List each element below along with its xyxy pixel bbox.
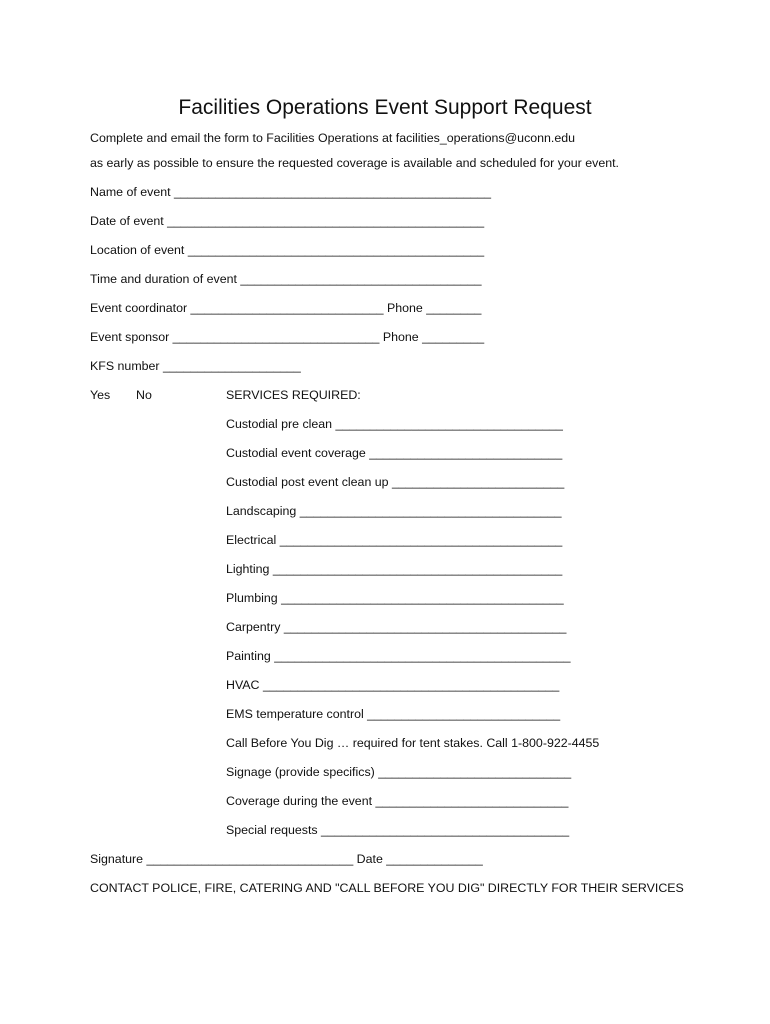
- service-coverage-during-event[interactable]: Coverage during the event ____________________________: [226, 794, 569, 808]
- event-sponsor-field[interactable]: Event sponsor ______________________________ Phone _________: [90, 330, 485, 344]
- service-lighting[interactable]: Lighting __________________________________________: [226, 562, 563, 576]
- date-of-event-field[interactable]: Date of event ______________________________________________: [90, 214, 485, 228]
- service-ems-temperature-control[interactable]: EMS temperature control ____________________________: [226, 707, 561, 721]
- services-required-heading: SERVICES REQUIRED:: [226, 388, 361, 402]
- kfs-number-field[interactable]: KFS number ____________________: [90, 359, 301, 373]
- contact-services-notice: CONTACT POLICE, FIRE, CATERING AND "CALL BEFORE YOU DIG" DIRECTLY FOR THEIR SERVICES: [90, 881, 684, 895]
- service-custodial-post-event-clean-up[interactable]: Custodial post event clean up _________________________: [226, 475, 565, 489]
- location-of-event-field[interactable]: Location of event ___________________________________________: [90, 243, 485, 257]
- name-of-event-field[interactable]: Name of event ______________________________________________: [90, 185, 492, 199]
- time-and-duration-field[interactable]: Time and duration of event ___________________________________: [90, 272, 482, 286]
- service-custodial-pre-clean[interactable]: Custodial pre clean _________________________________: [226, 417, 563, 431]
- intro-line-2: as early as possible to ensure the requested coverage is available and scheduled for your event.: [90, 156, 619, 170]
- signature-date-field[interactable]: Signature ______________________________ Date ______________: [90, 852, 483, 866]
- service-hvac[interactable]: HVAC ___________________________________________: [226, 678, 560, 692]
- service-landscaping[interactable]: Landscaping ______________________________________: [226, 504, 562, 518]
- service-carpentry[interactable]: Carpentry _________________________________________: [226, 620, 567, 634]
- service-special-requests[interactable]: Special requests ____________________________________: [226, 823, 570, 837]
- page-title: Facilities Operations Event Support Request: [178, 96, 592, 119]
- yes-column-label: Yes: [90, 388, 111, 402]
- service-custodial-event-coverage[interactable]: Custodial event coverage ____________________________: [226, 446, 563, 460]
- service-call-before-you-dig: Call Before You Dig … required for tent stakes. Call 1-800-922-4455: [226, 736, 600, 750]
- no-column-label: No: [136, 388, 152, 402]
- service-signage[interactable]: Signage (provide specifics) ____________________________: [226, 765, 572, 779]
- event-coordinator-field[interactable]: Event coordinator ____________________________ Phone ________: [90, 301, 482, 315]
- service-electrical[interactable]: Electrical _________________________________________: [226, 533, 563, 547]
- service-plumbing[interactable]: Plumbing _________________________________________: [226, 591, 564, 605]
- service-painting[interactable]: Painting ___________________________________________: [226, 649, 571, 663]
- intro-line-1: Complete and email the form to Facilities Operations at facilities_operations@uconn.edu: [90, 131, 576, 145]
